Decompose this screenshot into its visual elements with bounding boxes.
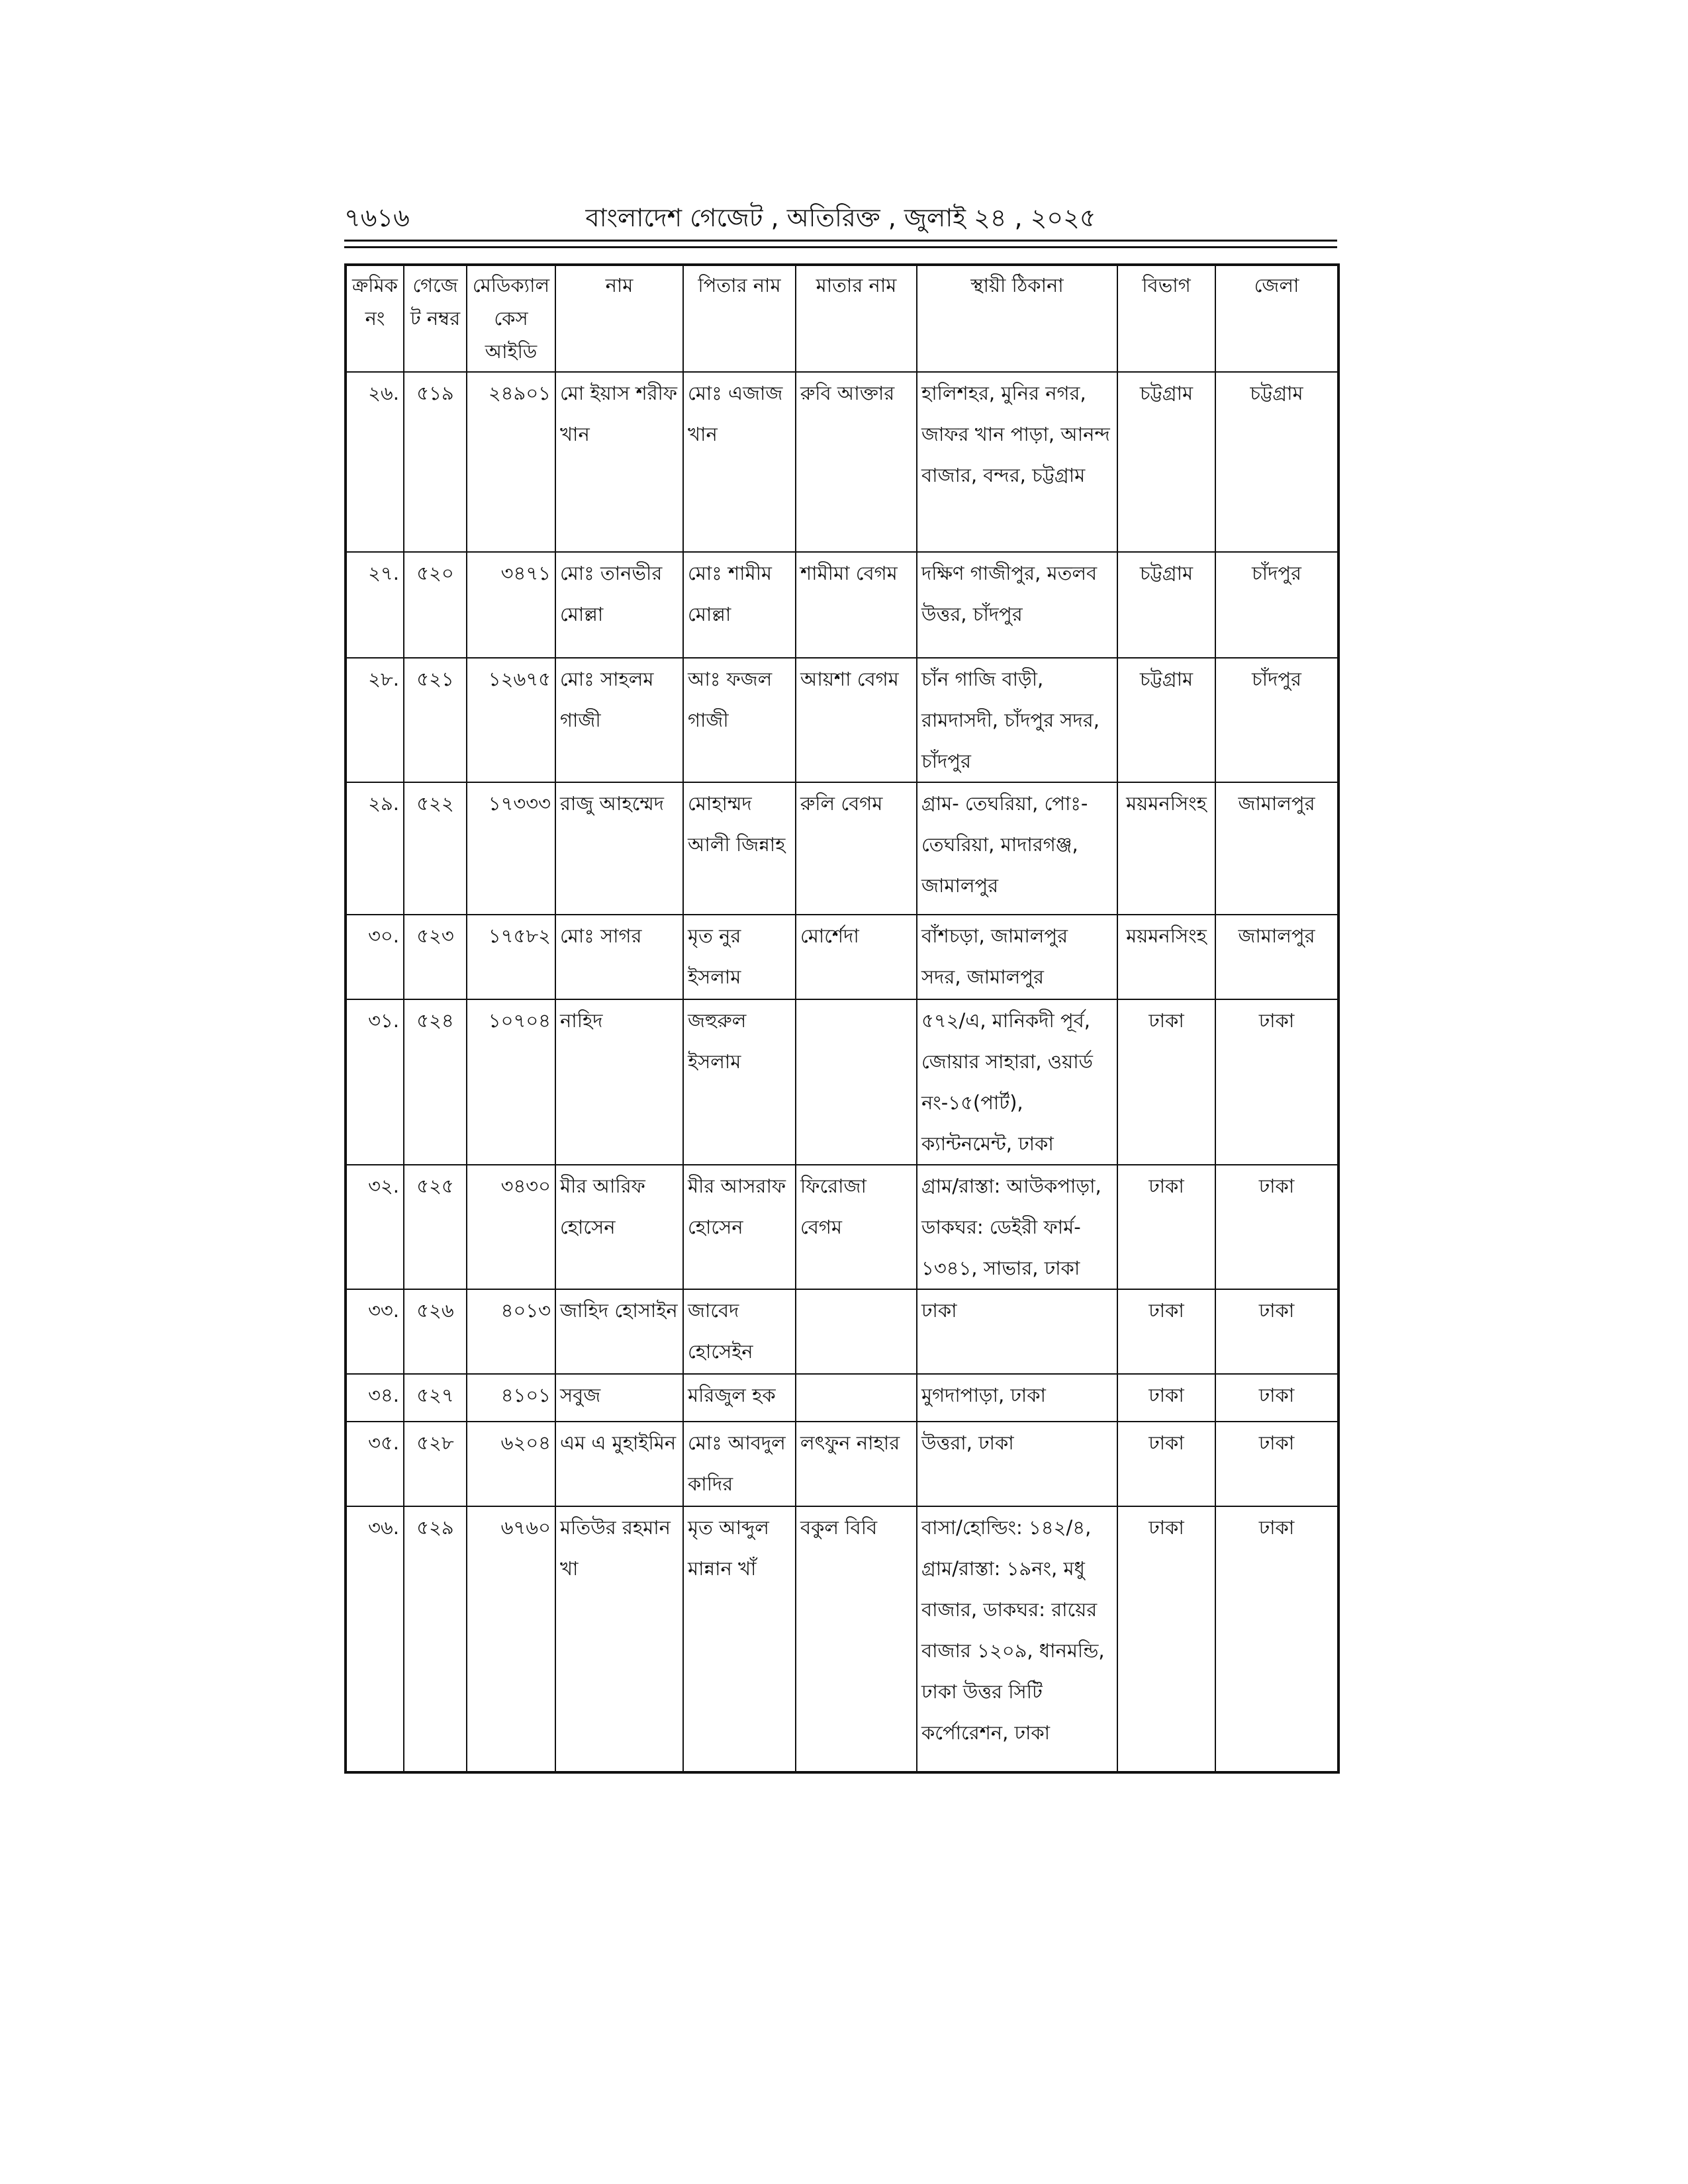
cell-medical-case-id: ৬২০৪	[467, 1422, 555, 1506]
cell-father-name: জাবেদ হোসেইন	[683, 1289, 796, 1374]
cell-division: ময়মনসিংহ	[1117, 915, 1215, 999]
cell-district: চাঁদপুর	[1215, 658, 1338, 782]
cell-district: চট্টগ্রাম	[1215, 372, 1338, 552]
header-rule-top	[344, 240, 1337, 242]
cell-mother-name: রুলি বেগম	[796, 782, 917, 915]
cell-gazette-number: ৫২০	[404, 552, 467, 658]
cell-medical-case-id: ১৭৩৩৩	[467, 782, 555, 915]
cell-serial: ২৭.	[346, 552, 404, 658]
cell-mother-name: বকুল বিবি	[796, 1506, 917, 1772]
cell-gazette-number: ৫২৫	[404, 1165, 467, 1289]
cell-gazette-number: ৫১৯	[404, 372, 467, 552]
cell-name: রাজু আহম্মেদ	[555, 782, 683, 915]
cell-permanent-address: বাঁশচড়া, জামালপুর সদর, জামালপুর	[917, 915, 1117, 999]
col-header-district: জেলা	[1215, 265, 1338, 372]
cell-permanent-address: উত্তরা, ঢাকা	[917, 1422, 1117, 1506]
cell-division: ঢাকা	[1117, 1422, 1215, 1506]
cell-district: চাঁদপুর	[1215, 552, 1338, 658]
cell-mother-name: মোর্শেদা	[796, 915, 917, 999]
cell-father-name: মোঃ শামীম মোল্লা	[683, 552, 796, 658]
col-header-serial: ক্রমিক নং	[346, 265, 404, 372]
cell-father-name: মোঃ এজাজ খান	[683, 372, 796, 552]
cell-district: ঢাকা	[1215, 999, 1338, 1165]
cell-gazette-number: ৫২৯	[404, 1506, 467, 1772]
cell-name: জাহিদ হোসাইন	[555, 1289, 683, 1374]
cell-serial: ৩১.	[346, 999, 404, 1165]
cell-name: সবুজ	[555, 1374, 683, 1422]
cell-district: ঢাকা	[1215, 1506, 1338, 1772]
table-row	[346, 999, 1338, 1165]
cell-division: ঢাকা	[1117, 1506, 1215, 1772]
cell-name: নাহিদ	[555, 999, 683, 1165]
cell-gazette-number: ৫২৩	[404, 915, 467, 999]
cell-father-name: আঃ ফজল গাজী	[683, 658, 796, 782]
col-header-gazette-number: গেজেট নম্বর	[404, 265, 467, 372]
cell-serial: ৩৫.	[346, 1422, 404, 1506]
cell-medical-case-id: ১৭৫৮২	[467, 915, 555, 999]
gazette-title: বাংলাদেশ গেজেট , অতিরিক্ত , জুলাই ২৪ , ২০২৫	[585, 203, 1096, 232]
cell-name: মো ইয়াস শরীফ খান	[555, 372, 683, 552]
cell-district: ঢাকা	[1215, 1165, 1338, 1289]
cell-permanent-address: মুগদাপাড়া, ঢাকা	[917, 1374, 1117, 1422]
cell-district: ঢাকা	[1215, 1374, 1338, 1422]
page-number: ৭৬১৬	[344, 203, 410, 232]
cell-serial: ৩৬.	[346, 1506, 404, 1772]
cell-division: ময়মনসিংহ	[1117, 782, 1215, 915]
cell-permanent-address: হালিশহর, মুনির নগর, জাফর খান পাড়া, আনন্দ বাজার, বন্দর, চট্টগ্রাম	[917, 372, 1117, 552]
cell-name: এম এ মুহাইমিন	[555, 1422, 683, 1506]
cell-medical-case-id: ৩৪৭১	[467, 552, 555, 658]
cell-mother-name	[796, 1374, 917, 1422]
table-row	[346, 782, 1338, 915]
cell-serial: ২৮.	[346, 658, 404, 782]
cell-permanent-address: ৫৭২/এ, মানিকদী পূর্ব, জোয়ার সাহারা, ওয়ার্ড নং-১৫(পার্ট), ক্যান্টনমেন্ট, ঢাকা	[917, 999, 1117, 1165]
cell-division: চট্টগ্রাম	[1117, 372, 1215, 552]
gazette-table	[344, 263, 1340, 1774]
cell-medical-case-id: ১০৭০৪	[467, 999, 555, 1165]
cell-father-name: জহুরুল ইসলাম	[683, 999, 796, 1165]
cell-medical-case-id: ৬৭৬০	[467, 1506, 555, 1772]
cell-father-name: মোহাম্মদ আলী জিন্নাহ	[683, 782, 796, 915]
cell-serial: ৩৪.	[346, 1374, 404, 1422]
cell-district: ঢাকা	[1215, 1289, 1338, 1374]
col-header-father-name: পিতার নাম	[683, 265, 796, 372]
cell-medical-case-id: ৪১০১	[467, 1374, 555, 1422]
col-header-medical-case-id: মেডিক্যাল কেস আইডি	[467, 265, 555, 372]
cell-serial: ২৯.	[346, 782, 404, 915]
table-header-row	[346, 265, 1338, 372]
cell-name: মোঃ সাহলম গাজী	[555, 658, 683, 782]
cell-father-name: মৃত আব্দুল মান্নান খাঁ	[683, 1506, 796, 1772]
cell-district: জামালপুর	[1215, 915, 1338, 999]
cell-father-name: মোঃ আবদুল কাদির	[683, 1422, 796, 1506]
cell-gazette-number: ৫২৭	[404, 1374, 467, 1422]
cell-father-name: মরিজুল হক	[683, 1374, 796, 1422]
table-row	[346, 1289, 1338, 1374]
table-row	[346, 552, 1338, 658]
cell-division: চট্টগ্রাম	[1117, 658, 1215, 782]
table-row	[346, 1165, 1338, 1289]
cell-permanent-address: গ্রাম/রাস্তা: আউকপাড়া, ডাকঘর: ডেইরী ফার্ম- ১৩৪১, সাভার, ঢাকা	[917, 1165, 1117, 1289]
col-header-division: বিভাগ	[1117, 265, 1215, 372]
cell-name: মীর আরিফ হোসেন	[555, 1165, 683, 1289]
col-header-permanent-address: স্থায়ী ঠিকানা	[917, 265, 1117, 372]
cell-division: ঢাকা	[1117, 1165, 1215, 1289]
cell-gazette-number: ৫২৪	[404, 999, 467, 1165]
cell-mother-name	[796, 999, 917, 1165]
cell-name: মোঃ সাগর	[555, 915, 683, 999]
cell-gazette-number: ৫২৮	[404, 1422, 467, 1506]
table-row	[346, 1422, 1338, 1506]
cell-permanent-address: চাঁন গাজি বাড়ী, রামদাসদী, চাঁদপুর সদর, চাঁদপুর	[917, 658, 1117, 782]
cell-mother-name	[796, 1289, 917, 1374]
cell-mother-name: আয়শা বেগম	[796, 658, 917, 782]
cell-permanent-address: বাসা/হোল্ডিং: ১৪২/৪, গ্রাম/রাস্তা: ১৯নং, মধু বাজার, ডাকঘর: রায়ের বাজার ১২০৯, ধানমন্ডি, ঢাকা উত্তর সিটি কর্পোরেশন, ঢাকা	[917, 1506, 1117, 1772]
table-row	[346, 372, 1338, 552]
cell-mother-name: ফিরোজা বেগম	[796, 1165, 917, 1289]
cell-serial: ৩২.	[346, 1165, 404, 1289]
cell-serial: ৩৩.	[346, 1289, 404, 1374]
cell-father-name: মীর আসরাফ হোসেন	[683, 1165, 796, 1289]
cell-gazette-number: ৫২২	[404, 782, 467, 915]
cell-medical-case-id: ১২৬৭৫	[467, 658, 555, 782]
col-header-mother-name: মাতার নাম	[796, 265, 917, 372]
table-row	[346, 1374, 1338, 1422]
cell-serial: ২৬.	[346, 372, 404, 552]
cell-father-name: মৃত নুর ইসলাম	[683, 915, 796, 999]
cell-division: চট্টগ্রাম	[1117, 552, 1215, 658]
cell-district: জামালপুর	[1215, 782, 1338, 915]
cell-mother-name: রুবি আক্তার	[796, 372, 917, 552]
cell-permanent-address: গ্রাম- তেঘরিয়া, পোঃ- তেঘরিয়া, মাদারগঞ্জ, জামালপুর	[917, 782, 1117, 915]
cell-division: ঢাকা	[1117, 1374, 1215, 1422]
cell-medical-case-id: ৩৪৩০	[467, 1165, 555, 1289]
table-row	[346, 1506, 1338, 1772]
cell-district: ঢাকা	[1215, 1422, 1338, 1506]
cell-medical-case-id: ২৪৯০১	[467, 372, 555, 552]
cell-division: ঢাকা	[1117, 999, 1215, 1165]
page-header	[344, 199, 1337, 238]
table-row	[346, 658, 1338, 782]
cell-medical-case-id: ৪০১৩	[467, 1289, 555, 1374]
header-rule-bottom	[344, 246, 1337, 248]
cell-permanent-address: দক্ষিণ গাজীপুর, মতলব উত্তর, চাঁদপুর	[917, 552, 1117, 658]
cell-mother-name: শামীমা বেগম	[796, 552, 917, 658]
cell-permanent-address: ঢাকা	[917, 1289, 1117, 1374]
cell-gazette-number: ৫২১	[404, 658, 467, 782]
cell-name: মোঃ তানভীর মোল্লা	[555, 552, 683, 658]
cell-name: মতিউর রহমান খা	[555, 1506, 683, 1772]
cell-gazette-number: ৫২৬	[404, 1289, 467, 1374]
cell-mother-name: লৎফুন নাহার	[796, 1422, 917, 1506]
cell-serial: ৩০.	[346, 915, 404, 999]
col-header-name: নাম	[555, 265, 683, 372]
table-row	[346, 915, 1338, 999]
cell-division: ঢাকা	[1117, 1289, 1215, 1374]
